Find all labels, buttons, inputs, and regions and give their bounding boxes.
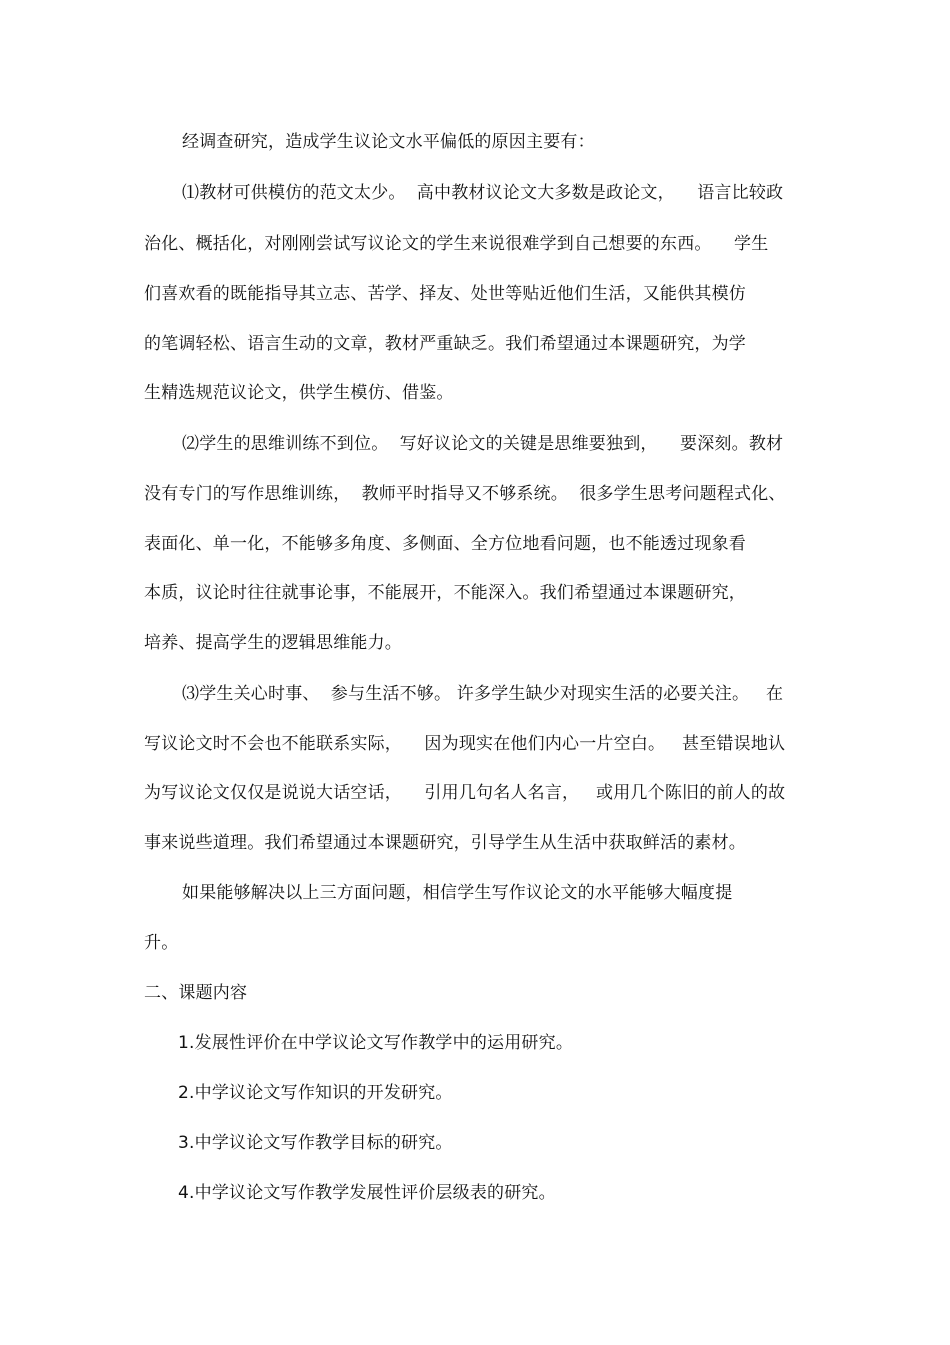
paragraph-intro-line: 经调查研究，造成学生议论文水平偏低的原因主要有： <box>182 132 595 152</box>
reason-1-line: 生精选规范议论文，供学生模仿、借鉴。 <box>144 383 454 403</box>
reason-2-line: 没有专门的写作思维训练， 教师平时指导又不够系统。 很多学生思考问题程式化、 <box>144 484 786 504</box>
reason-3-line: 事来说些道理。我们希望通过本课题研究，引导学生从生活中获取鲜活的素材。 <box>144 833 746 853</box>
reason-3-line: 写议论文时不会也不能联系实际， 因为现实在他们内心一片空白。 甚至错误地认 <box>144 734 786 754</box>
reason-2-line: 培养、提高学生的逻辑思维能力。 <box>144 633 402 653</box>
conclusion-line: 如果能够解决以上三方面问题，相信学生写作议论文的水平能够大幅度提 <box>182 883 733 903</box>
list-item: 1.发展性评价在中学议论文写作教学中的运用研究。 <box>178 1033 574 1053</box>
reason-3-line: 为写议论文仅仅是说说大话空话， 引用几句名人名言， 或用几个陈旧的前人的故 <box>144 783 786 803</box>
conclusion-line: 升。 <box>144 933 179 953</box>
list-item: 3.中学议论文写作教学目标的研究。 <box>178 1133 453 1153</box>
reason-1-line: 的笔调轻松、语言生动的文章，教材严重缺乏。我们希望通过本课题研究，为学 <box>144 334 746 354</box>
reason-3-line: ⑶学生关心时事、 参与生活不够。 许多学生缺少对现实生活的必要关注。 在 <box>182 684 784 704</box>
list-item: 2.中学议论文写作知识的开发研究。 <box>178 1083 453 1103</box>
reason-1-line: 们喜欢看的既能指导其立志、苦学、择友、处世等贴近他们生活，又能供其模仿 <box>144 284 746 304</box>
reason-2-line: 本质，议论时往往就事论事，不能展开，不能深入。我们希望通过本课题研究， <box>144 583 746 603</box>
list-item: 4.中学议论文写作教学发展性评价层级表的研究。 <box>178 1183 556 1203</box>
reason-2-line: ⑵学生的思维训练不到位。 写好议论文的关键是思维要独到， 要深刻。教材 <box>182 434 784 454</box>
reason-2-line: 表面化、单一化，不能够多角度、多侧面、全方位地看问题，也不能透过现象看 <box>144 534 746 554</box>
reason-1-line: ⑴教材可供模仿的范文太少。 高中教材议论文大多数是政论文， 语言比较政 <box>182 183 784 203</box>
reason-1-line: 治化、概括化，对刚刚尝试写议论文的学生来说很难学到自己想要的东西。 学生 <box>144 234 769 254</box>
section-heading: 二、课题内容 <box>144 983 248 1003</box>
